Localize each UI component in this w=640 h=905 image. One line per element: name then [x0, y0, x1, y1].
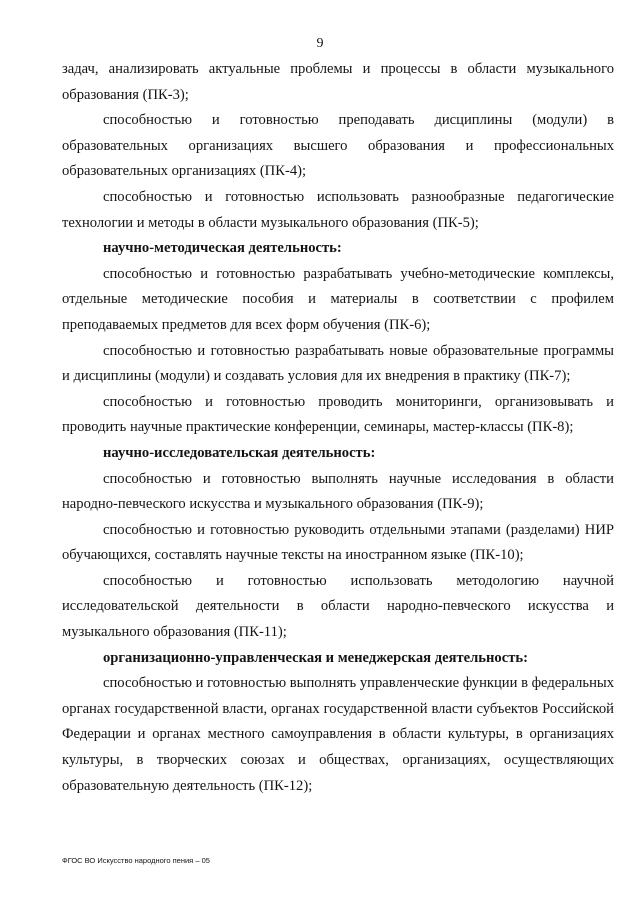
- competency-paragraph: задач, анализировать актуальные проблемы и процессы в области музыкального образования (ПК-3);: [62, 61, 614, 103]
- section-heading: научно-методическая деятельность:: [103, 240, 342, 257]
- competency-paragraph: способностью и готовностью руководить отдельными этапами (разделами) НИР обучающихся, составлять научные тексты на иностранном языке (ПК-10);: [62, 521, 614, 564]
- section-heading: научно-исследовательская деятельность:: [103, 444, 376, 461]
- document-body: [62, 57, 614, 799]
- competency-paragraph: способностью и готовностью разрабатывать новые образовательные программы и дисциплины (модули) и создавать условия для их внедрения в практику (ПК-7);: [62, 342, 614, 385]
- competency-paragraph: способностью и готовностью выполнять научные исследования в области народно-певческого искусства и музыкального образования (ПК-9);: [62, 470, 614, 513]
- page-number: 9: [316, 36, 324, 51]
- competency-paragraph: способностью и готовностью использовать разнообразные педагогические технологии и методы в области музыкального образования (ПК-5);: [62, 188, 614, 231]
- section-heading: организационно-управленческая и менеджерская деятельность:: [103, 649, 528, 666]
- competency-paragraph: способностью и готовностью разрабатывать учебно-методические комплексы, отдельные методические пособия и материалы в соответствии с профилем преподаваемых предметов для всех форм обучения (ПК-6);: [62, 265, 614, 333]
- competency-paragraph: способностью и готовностью использовать методологию научной исследовательской деятельности в области народно-певческого искусства и музыкального образования (ПК-11);: [62, 572, 614, 641]
- competency-paragraph: способностью и готовностью проводить мониторинги, организовывать и проводить научные практические конференции, семинары, мастер-классы (ПК-8);: [62, 393, 614, 436]
- footer-note: ФГОС ВО Искусство народного пения – 05: [62, 856, 210, 865]
- competency-paragraph: способностью и готовностью выполнять управленческие функции в федеральных органах государственной власти, органах государственной власти субъектов Российской Федерации и органах местного самоуправления в области культуры, в организациях культуры, в творческих союзах и обществах, организациях, осуществляющих образовательную деятельность (ПК-12);: [62, 675, 615, 794]
- competency-paragraph: способностью и готовностью преподавать дисциплины (модули) в образовательных организациях высшего образования и профессиональных образовательных организациях (ПК-4);: [62, 112, 614, 180]
